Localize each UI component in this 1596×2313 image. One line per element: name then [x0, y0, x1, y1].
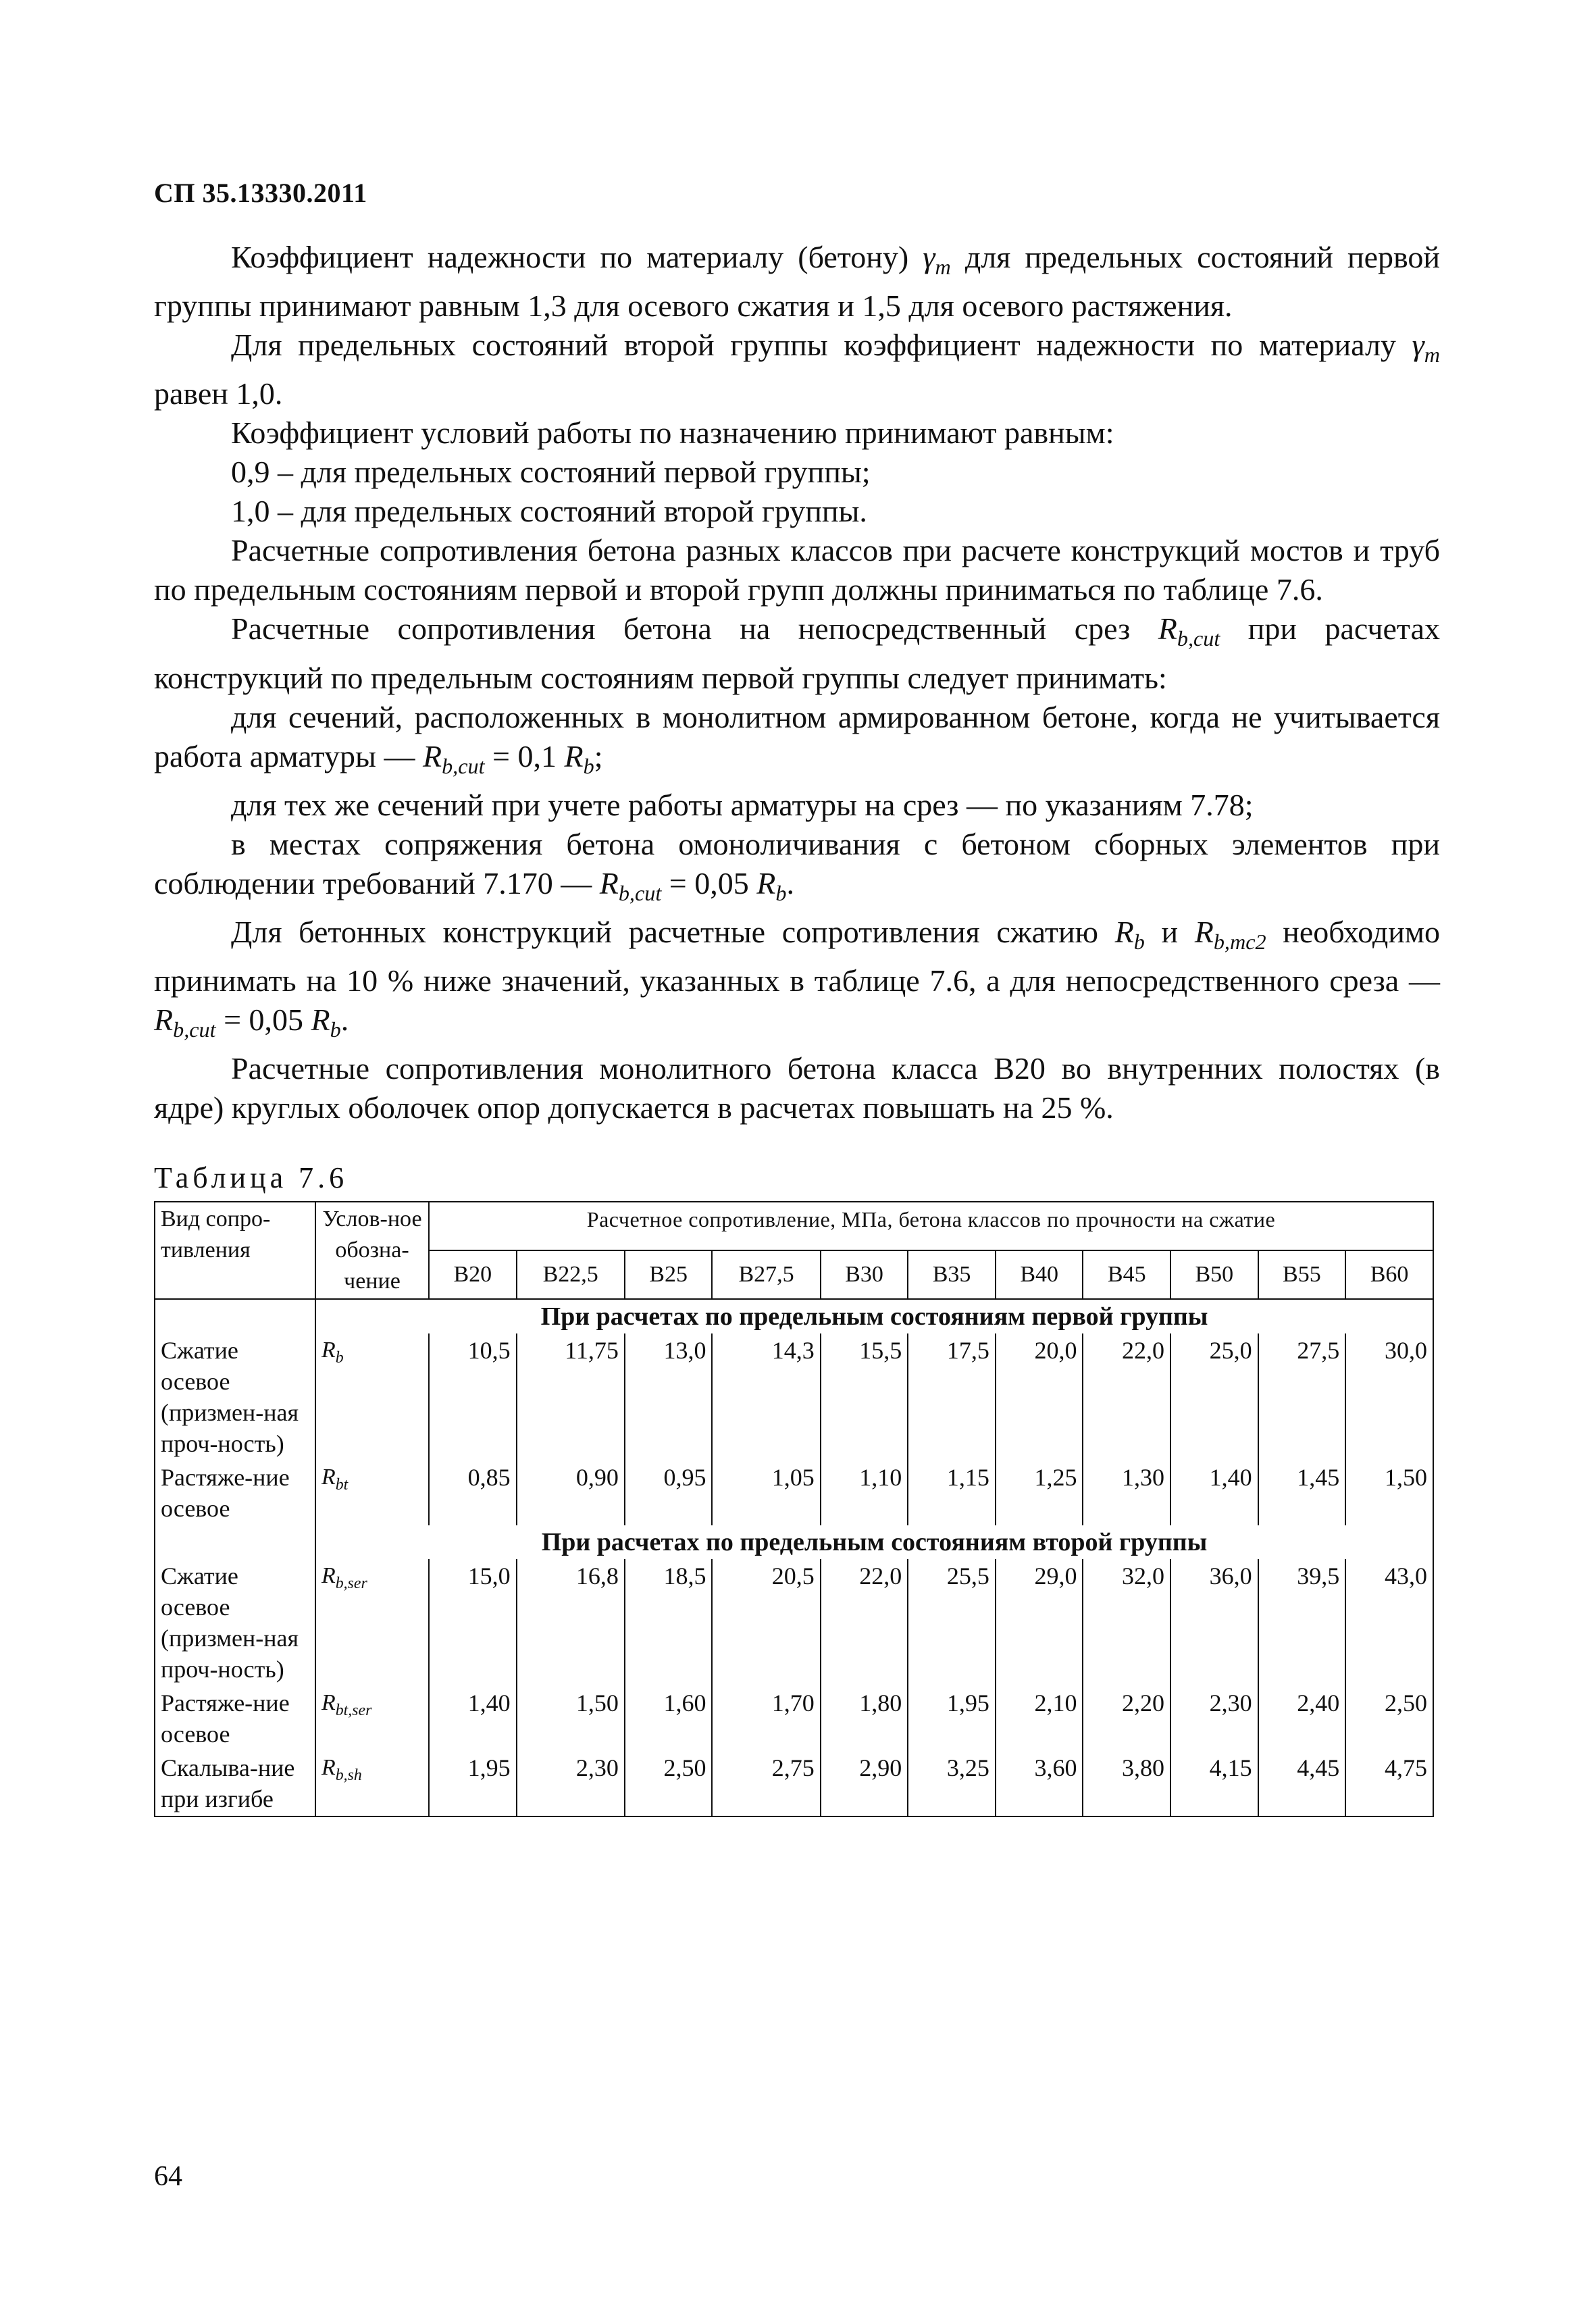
paragraph-run: R	[1194, 914, 1214, 949]
paragraph-run: b	[330, 1017, 341, 1042]
paragraph-run: ;	[594, 738, 603, 773]
value-cell: 1,25	[996, 1460, 1083, 1525]
group-title: При расчетах по предельным состояниям первой группы	[315, 1299, 1433, 1333]
group-title: При расчетах по предельным состояниям второй группы	[315, 1525, 1433, 1559]
value-cell: 1,10	[821, 1460, 908, 1525]
paragraph-p5	[154, 492, 1440, 531]
paragraph-run: необходимо принимать на 10 % ниже значений, указанных в таблице 7.6, а для непосредственного среза —	[154, 914, 1440, 998]
table-body	[155, 1299, 1433, 1816]
paragraph-run: m	[1424, 342, 1440, 367]
paragraph-p4	[154, 453, 1440, 492]
value-cell: 25,5	[908, 1559, 996, 1686]
symbol-letter: R	[321, 1338, 336, 1363]
value-cell: 3,25	[908, 1751, 996, 1816]
value-cell: 1,50	[517, 1686, 625, 1751]
page-number: 64	[154, 2161, 182, 2192]
header-kind: Вид сопро-тивления	[155, 1202, 315, 1299]
value-cell: 2,30	[1170, 1686, 1258, 1751]
table-row	[155, 1333, 1433, 1460]
group-title-row	[155, 1299, 1433, 1333]
value-cell: 2,40	[1258, 1686, 1346, 1751]
paragraph-run: b	[775, 880, 787, 905]
header-class-cell: B60	[1345, 1250, 1433, 1299]
paragraph-run: .	[786, 865, 794, 900]
resistance-kind-cell: Сжатие осевое (призмен-ная проч-ность)	[155, 1333, 315, 1460]
paragraph-run: = 0,05	[661, 865, 757, 900]
paragraph-run: Расчетные сопротивления бетона на непосредственный срез	[231, 611, 1158, 646]
paragraph-run: γ	[923, 240, 935, 274]
paragraph-p11	[154, 913, 1440, 1049]
paragraph-run: Расчетные сопротивления монолитного бетона класса В20 во внутренних полостях (в ядре) круглых оболочек опор допускается в расчетах повышать на 25 %.	[154, 1051, 1440, 1125]
document-code-header: СП 35.13330.2011	[154, 178, 367, 208]
paragraph-run: 0,9 – для предельных состояний первой группы;	[231, 455, 871, 490]
paragraph-p8	[154, 698, 1440, 786]
value-cell: 14,3	[712, 1333, 820, 1460]
header-class-cell: B35	[908, 1250, 996, 1299]
paragraph-run: для тех же сечений при учете работы арматуры на срез — по указаниям 7.78;	[231, 787, 1254, 822]
paragraph-run: b,mc2	[1213, 930, 1266, 955]
paragraph-run: b	[583, 753, 594, 778]
paragraph-run: = 0,05	[215, 1002, 311, 1038]
paragraph-run: b,cut	[442, 753, 485, 778]
paragraph-run: b	[1133, 930, 1145, 955]
value-cell: 22,0	[821, 1559, 908, 1686]
value-cell: 27,5	[1258, 1333, 1346, 1460]
value-cell: 1,45	[1258, 1460, 1346, 1525]
paragraph-run: R	[564, 738, 584, 773]
paragraph-run: R	[599, 865, 619, 900]
value-cell: 17,5	[908, 1333, 996, 1460]
value-cell: 13,0	[625, 1333, 713, 1460]
paragraph-p3	[154, 413, 1440, 453]
header-resistance-span: Расчетное сопротивление, МПа, бетона классов по прочности на сжатие	[429, 1202, 1433, 1250]
symbol-subscript: bt	[335, 1475, 349, 1494]
value-cell: 30,0	[1345, 1333, 1433, 1460]
paragraph-run: 1,0 – для предельных состояний второй группы.	[231, 494, 867, 529]
value-cell: 1,15	[908, 1460, 996, 1525]
header-class-cell: B30	[821, 1250, 908, 1299]
symbol-subscript: b,ser	[335, 1574, 367, 1592]
group-spacer-cell	[155, 1299, 315, 1333]
paragraph-run: m	[935, 255, 951, 280]
value-cell: 10,5	[429, 1333, 517, 1460]
value-cell: 15,0	[429, 1559, 517, 1686]
header-class-cell: B22,5	[517, 1250, 625, 1299]
value-cell: 1,30	[1083, 1460, 1170, 1525]
value-cell: 16,8	[517, 1559, 625, 1686]
paragraph-p7	[154, 609, 1440, 697]
symbol-subscript: bt,ser	[335, 1701, 372, 1719]
header-class-cell: B55	[1258, 1250, 1346, 1299]
resistance-kind-cell: Скалыва-ние при изгибе	[155, 1751, 315, 1816]
table-row	[155, 1460, 1433, 1525]
paragraph-run: b,cut	[1177, 626, 1220, 651]
value-cell: 1,40	[429, 1686, 517, 1751]
table-7-6	[154, 1201, 1434, 1817]
value-cell: 1,70	[712, 1686, 820, 1751]
value-cell: 4,45	[1258, 1751, 1346, 1816]
value-cell: 1,60	[625, 1686, 713, 1751]
paragraph-run: R	[756, 865, 776, 900]
value-cell: 2,75	[712, 1751, 820, 1816]
value-cell: 3,60	[996, 1751, 1083, 1816]
paragraph-run: для предельных состояний первой группы принимают равным 1,3 для осевого сжатия и 1,5 для осевого растяжения.	[154, 240, 1441, 324]
value-cell: 0,85	[429, 1460, 517, 1525]
paragraph-run: γ	[1412, 328, 1424, 363]
symbol-cell	[315, 1460, 429, 1525]
table-row	[155, 1686, 1433, 1751]
value-cell: 2,50	[625, 1751, 713, 1816]
value-cell: 25,0	[1170, 1333, 1258, 1460]
symbol-cell	[315, 1559, 429, 1686]
value-cell: 32,0	[1083, 1559, 1170, 1686]
symbol-cell	[315, 1686, 429, 1751]
symbol-cell	[315, 1333, 429, 1460]
paragraph-p12	[154, 1049, 1440, 1127]
header-class-cell: B25	[625, 1250, 713, 1299]
resistance-kind-cell: Растяже-ние осевое	[155, 1460, 315, 1525]
header-class-cell: B45	[1083, 1250, 1170, 1299]
symbol-letter: R	[321, 1465, 336, 1490]
resistance-kind-cell: Растяже-ние осевое	[155, 1686, 315, 1751]
header-symbol: Услов-ное обозна-чение	[315, 1202, 429, 1299]
value-cell: 1,95	[429, 1751, 517, 1816]
paragraph-run: = 0,1	[484, 738, 565, 773]
value-cell: 1,95	[908, 1686, 996, 1751]
paragraph-run: Коэффициент условий работы по назначению принимают равным:	[231, 415, 1114, 451]
value-cell: 4,15	[1170, 1751, 1258, 1816]
table-row	[155, 1751, 1433, 1816]
body-text	[154, 238, 1440, 1127]
table-row	[155, 1559, 1433, 1686]
paragraph-run: равен 1,0.	[154, 376, 283, 411]
paragraph-run: b,cut	[618, 880, 662, 905]
symbol-letter: R	[321, 1755, 336, 1780]
header-class-cell: B27,5	[712, 1250, 820, 1299]
paragraph-run: b,cut	[173, 1017, 216, 1042]
value-cell: 15,5	[821, 1333, 908, 1460]
paragraph-run: Для предельных состояний второй группы коэффициент надежности по материалу	[231, 328, 1412, 363]
value-cell: 4,75	[1345, 1751, 1433, 1816]
value-cell: 29,0	[996, 1559, 1083, 1686]
value-cell: 43,0	[1345, 1559, 1433, 1686]
paragraph-run: Расчетные сопротивления бетона разных классов при расчете конструкций мостов и труб по предельным состояниям первой и второй групп должны приниматься по таблице 7.6.	[154, 533, 1440, 607]
paragraph-p10	[154, 825, 1440, 913]
value-cell: 2,20	[1083, 1686, 1170, 1751]
value-cell: 39,5	[1258, 1559, 1346, 1686]
symbol-cell	[315, 1751, 429, 1816]
paragraph-p9	[154, 786, 1440, 825]
paragraph-run: R	[1114, 914, 1134, 949]
value-cell: 0,95	[625, 1460, 713, 1525]
paragraph-run: и	[1144, 914, 1195, 949]
group-spacer-cell	[155, 1525, 315, 1559]
symbol-subscript: b	[335, 1348, 344, 1367]
symbol-subscript: b,sh	[335, 1766, 362, 1784]
paragraph-run: R	[311, 1002, 330, 1038]
group-title-row	[155, 1525, 1433, 1559]
paragraph-run: R	[1158, 611, 1177, 646]
value-cell: 11,75	[517, 1333, 625, 1460]
value-cell: 36,0	[1170, 1559, 1258, 1686]
value-cell: 20,5	[712, 1559, 820, 1686]
paragraph-run: для сечений, расположенных в монолитном армированном бетоне, когда не учитывается работа арматуры —	[154, 699, 1440, 773]
symbol-letter: R	[321, 1563, 336, 1588]
value-cell: 18,5	[625, 1559, 713, 1686]
header-class-cell: B20	[429, 1250, 517, 1299]
paragraph-run: в местах сопряжения бетона омоноличивания с бетоном сборных элементов при соблюдении требований 7.170 —	[154, 826, 1440, 900]
table-caption: Таблица 7.6	[154, 1161, 349, 1194]
value-cell: 22,0	[1083, 1333, 1170, 1460]
value-cell: 2,50	[1345, 1686, 1433, 1751]
paragraph-run: Для бетонных конструкций расчетные сопротивления сжатию	[231, 914, 1115, 949]
header-class-cell: B40	[996, 1250, 1083, 1299]
paragraph-run: R	[154, 1002, 174, 1038]
resistance-kind-cell: Сжатие осевое (призмен-ная проч-ность)	[155, 1559, 315, 1686]
paragraph-run: Коэффициент надежности по материалу (бетону)	[231, 240, 923, 274]
header-class-cell: B50	[1170, 1250, 1258, 1299]
value-cell: 1,40	[1170, 1460, 1258, 1525]
value-cell: 0,90	[517, 1460, 625, 1525]
paragraph-run: R	[422, 738, 442, 773]
value-cell: 2,90	[821, 1751, 908, 1816]
value-cell: 20,0	[996, 1333, 1083, 1460]
paragraph-p6	[154, 531, 1440, 609]
paragraph-p1	[154, 238, 1440, 326]
value-cell: 1,50	[1345, 1460, 1433, 1525]
paragraph-run: .	[340, 1002, 349, 1038]
paragraph-run: при расчетах конструкций по предельным состояниям первой группы следует принимать:	[154, 611, 1440, 695]
value-cell: 3,80	[1083, 1751, 1170, 1816]
value-cell: 1,05	[712, 1460, 820, 1525]
symbol-letter: R	[321, 1690, 336, 1715]
value-cell: 2,10	[996, 1686, 1083, 1751]
value-cell: 1,80	[821, 1686, 908, 1751]
value-cell: 2,30	[517, 1751, 625, 1816]
paragraph-p2	[154, 326, 1440, 413]
